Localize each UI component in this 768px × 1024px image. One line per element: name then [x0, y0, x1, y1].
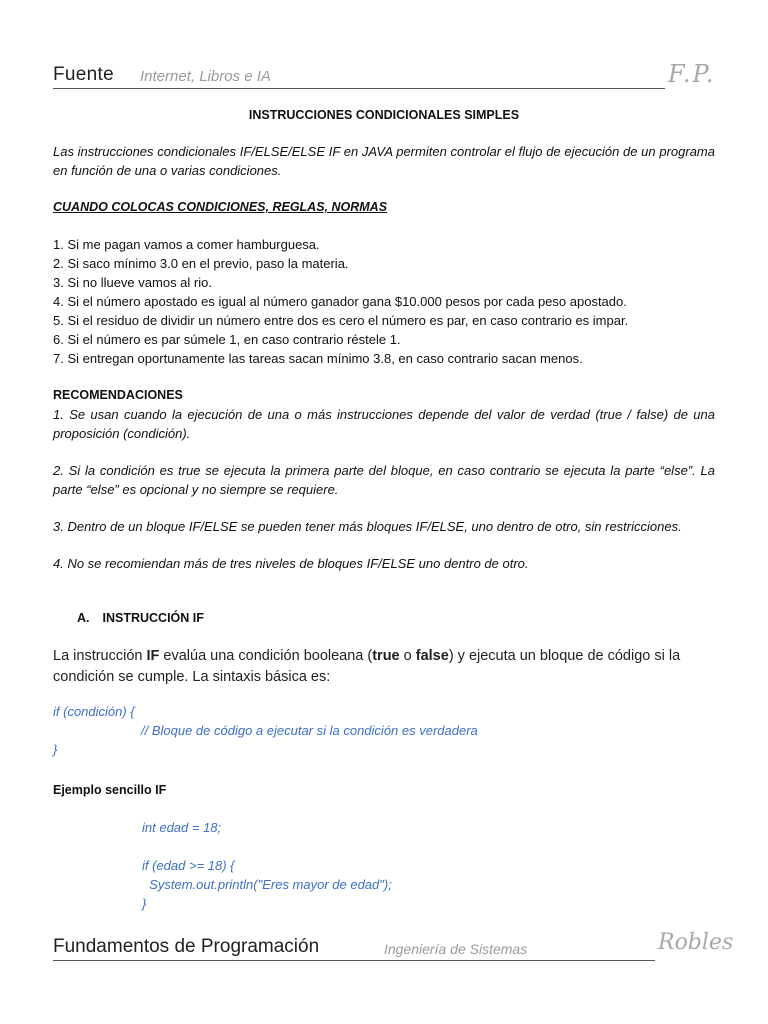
rule-item: 7. Si entregan oportunamente las tareas sacan mínimo 3.8, en caso contrario sacan menos.: [53, 351, 583, 366]
rules-list: [53, 235, 715, 368]
rule-item: 5. Si el residuo de dividir un número entre dos es cero el número es par, en caso contrario es impar.: [53, 313, 629, 328]
code-line: System.out.println("Eres mayor de edad");: [142, 877, 392, 892]
rule-item: 6. Si el número es par súmele 1, en caso contrario réstele 1.: [53, 332, 401, 347]
desc-text: ) y ejecuta un bloque de código si la condición se cumple. La sintaxis básica es:: [53, 648, 681, 685]
recommendation-item: 4. No se recomiendan más de tres niveles de bloques IF/ELSE uno dentro de otro.: [53, 556, 529, 571]
page-footer: [53, 934, 655, 961]
code-line: }: [53, 742, 58, 757]
section-a-title: INSTRUCCIÓN IF: [102, 611, 204, 625]
code-line: if (condición) {: [53, 704, 135, 719]
if-description: [53, 646, 715, 688]
code-line: // Bloque de código a ejecutar si la condición es verdadera: [141, 723, 478, 738]
desc-text: evalúa una condición booleana (: [159, 648, 373, 664]
footer-signature: Robles: [658, 930, 734, 955]
rule-item: 2. Si saco mínimo 3.0 en el previo, paso la materia.: [53, 256, 349, 271]
section-a-number: A.: [77, 611, 90, 625]
footer-program: Ingeniería de Sistemas: [384, 941, 528, 957]
recommendations-heading: RECOMENDACIONES: [53, 388, 183, 402]
syntax-code-block: [53, 702, 715, 759]
code-line: int edad = 18;: [142, 820, 222, 835]
code-line: if (edad >= 18) {: [142, 858, 235, 873]
desc-bold: false: [415, 648, 449, 664]
rules-heading: CUANDO COLOCAS CONDICIONES, REGLAS, NORMAS: [53, 200, 388, 214]
recommendations-list: [53, 405, 715, 573]
recommendation-item: 1. Se usan cuando la ejecución de una o más instrucciones depende del valor de verdad (true / false) de una proposición (condición).: [53, 407, 715, 441]
example-code-block: [53, 818, 715, 913]
header-source-text: Internet, Libros e IA: [140, 68, 271, 85]
code-line: }: [142, 896, 147, 911]
rule-item: 3. Si no llueve vamos al rio.: [53, 275, 212, 290]
rule-item: 1. Si me pagan vamos a comer hamburguesa.: [53, 237, 320, 252]
recommendation-item: 2. Si la condición es true se ejecuta la primera parte del bloque, en caso contrario se ejecuta la parte “else”. La parte “else” es opcional y no siempre se requiere.: [53, 463, 715, 497]
recommendation-item: 3. Dentro de un bloque IF/ELSE se pueden tener más bloques IF/ELSE, uno dentro de otro, sin restricciones.: [53, 519, 682, 534]
header-source-label: Fuente: [53, 64, 114, 85]
desc-bold: true: [372, 648, 400, 664]
section-a-heading: [77, 609, 715, 628]
intro-paragraph: Las instrucciones condicionales IF/ELSE/ELSE IF en JAVA permiten controlar el flujo de ejecución de un programa en función de una o varias condiciones.: [53, 144, 715, 178]
document-body: [53, 106, 715, 913]
code-blank-line: [142, 837, 715, 856]
desc-text: o: [399, 648, 416, 664]
document-title: INSTRUCCIONES CONDICIONALES SIMPLES: [248, 108, 520, 122]
page-header: [53, 62, 665, 89]
example-heading: Ejemplo sencillo IF: [53, 783, 167, 797]
desc-bold: IF: [146, 648, 160, 664]
desc-text: La instrucción: [53, 648, 147, 664]
rule-item: 4. Si el número apostado es igual al número ganador gana $10.000 pesos por cada peso apostado.: [53, 294, 627, 309]
header-signature: F.P.: [668, 60, 716, 88]
footer-course: Fundamentos de Programación: [53, 936, 320, 957]
